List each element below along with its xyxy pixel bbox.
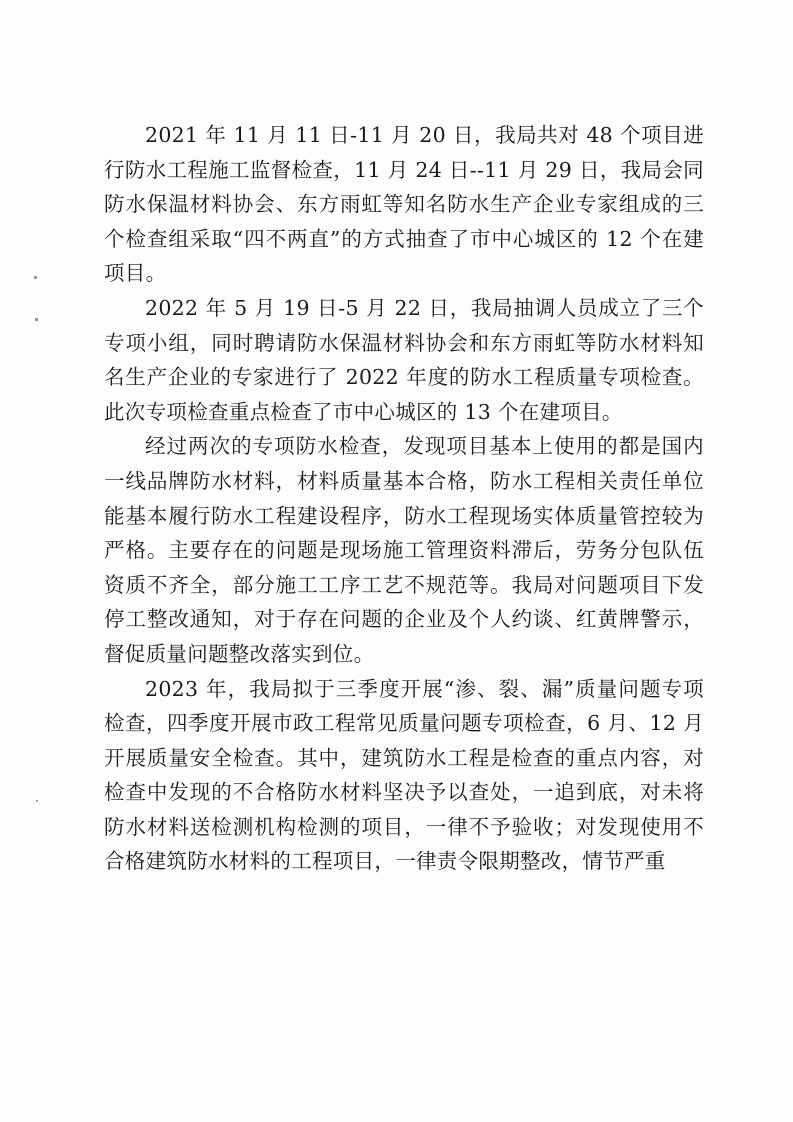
scan-speck bbox=[34, 276, 37, 279]
scan-speck bbox=[35, 318, 38, 321]
paragraph-2022-inspection: 2022 年 5 月 19 日-5 月 22 日，我局抽调人员成立了三个专项小组，同时聘请防水保温材料协会和东方雨虹等防水材料知名生产企业的专家进行了 2022 年度的防水工程质量专项检查。此次专项检查重点检查了市中心城区的 13 个在建项目。 bbox=[104, 295, 704, 424]
document-body bbox=[104, 118, 704, 879]
scan-speck bbox=[36, 800, 38, 802]
paragraph-inspection-findings: 经过两次的专项防水检查，发现项目基本上使用的都是国内一线品牌防水材料，材料质量基本合格，防水工程相关责任单位能基本履行防水工程建设程序，防水工程现场实体质量管控较为严格。主要存在的问题是现场施工管理资料滞后，劳务分包队伍资质不齐全，部分施工工序工艺不规范等。我局对问题项目下发停工整改通知，对于存在问题的企业及个人约谈、红黄牌警示，督促质量问题整改落实到位。 bbox=[104, 434, 704, 666]
paragraph-2023-plan: 2023 年，我局拟于三季度开展“渗、裂、漏”质量问题专项检查，四季度开展市政工程常见质量问题专项检查，6 月、12 月开展质量安全检查。其中，建筑防水工程是检查的重点内容，对检查中发现的不合格防水材料坚决予以查处，一追到底，对未将防水材料送检测机构检测的项目，一律不予验收；对发现使用不合格建筑防水材料的工程项目，一律责令限期整改，情节严重 bbox=[104, 676, 704, 874]
paragraph-2021-inspection: 2021 年 11 月 11 日-11 月 20 日，我局共对 48 个项目进行防水工程施工监督检查，11 月 24 日--11 月 29 日，我局会同防水保温材料协会、东方雨虹等知名防水生产企业专家组成的三个检查组采取“四不两直”的方式抽查了市中心城区的 12 个在建项目。 bbox=[104, 123, 704, 286]
